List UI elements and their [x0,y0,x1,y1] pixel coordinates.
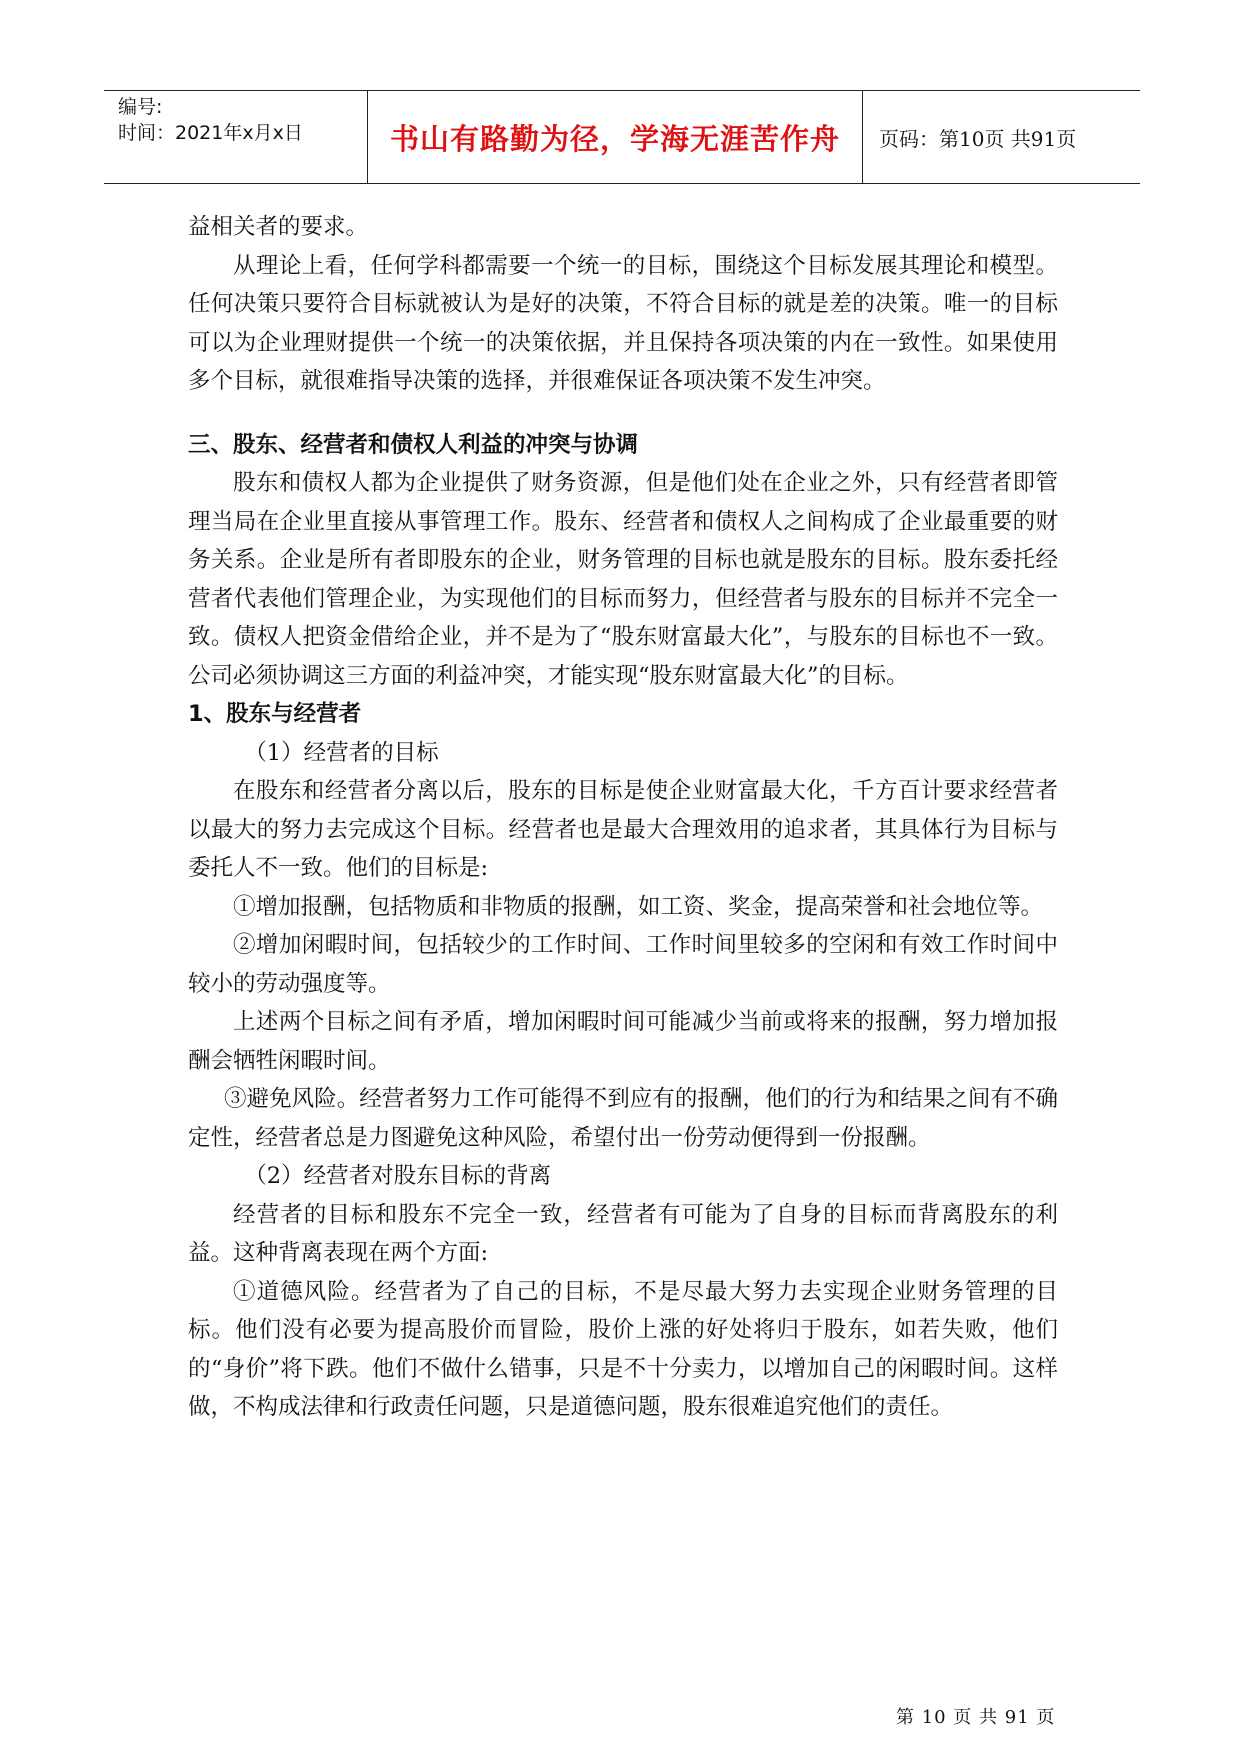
paragraph: ③避免风险。经营者努力工作可能得不到应有的报酬，他们的行为和结果之间有不确定性，经营者总是力图避免这种风险，希望付出一份劳动便得到一份报酬。 [188,1086,1058,1151]
header-motto: 书山有路勤为径，学海无涯苦作舟 [368,91,863,183]
paragraph: 益相关者的要求。 [188,214,369,240]
paragraph: 在股东和经营者分离以后，股东的目标是使企业财富最大化，千方百计要求经营者以最大的努力去完成这个目标。经营者也是最大合理效用的追求者，其具体行为目标与委托人不一致。他们的目标是: [188,778,1058,881]
paragraph: 从理论上看，任何学科都需要一个统一的目标，围绕这个目标发展其理论和模型。任何决策只要符合目标就被认为是好的决策，不符合目标的就是差的决策。唯一的目标可以为企业理财提供一个统一的决策依据，并且保持各项决策的内在一致性。如果使用多个目标，就很难指导决策的选择，并很难保证各项决策不发生冲突。 [188,252,1058,394]
paragraph: ①道德风险。经营者为了自己的目标，不是尽最大努力去实现企业财务管理的目标。他们没有必要为提高股价而冒险，股价上涨的好处将归于股东，如若失败，他们的“身价”将下跌。他们不做什么错事，只是不十分卖力，以增加自己的闲暇时间。这样做，不构成法律和行政责任问题，只是道德问题，股东很难追究他们的责任。 [188,1278,1058,1420]
time-label: 时间：2021年x月x日 [118,122,303,144]
paragraph: ②增加闲暇时间，包括较少的工作时间、工作时间里较多的空闲和有效工作时间中较小的劳动强度等。 [188,932,1058,997]
sub-subheading: （2）经营者对股东目标的背离 [244,1163,552,1189]
sub-subheading: （1）经营者的目标 [244,739,439,766]
page-header [104,90,1140,184]
subsection-heading: 1、股东与经营者 [188,701,362,727]
section-heading: 三、股东、经营者和债权人利益的冲突与协调 [188,431,639,458]
paragraph: ①增加报酬，包括物质和非物质的报酬，如工资、奖金，提高荣誉和社会地位等。 [233,893,1044,920]
header-meta-cell [104,91,368,183]
page-footer: 第 10 页 共 91 页 [896,1707,1056,1728]
spacer [188,401,1058,426]
paragraph: 上述两个目标之间有矛盾，增加闲暇时间可能减少当前或将来的报酬，努力增加报酬会牺牲闲暇时间。 [188,1009,1058,1074]
paragraph: 股东和债权人都为企业提供了财务资源，但是他们处在企业之外，只有经营者即管理当局在企业里直接从事管理工作。股东、经营者和债权人之间构成了企业最重要的财务关系。企业是所有者即股东的企业，财务管理的目标也就是股东的目标。股东委托经营者代表他们管理企业，为实现他们的目标而努力，但经营者与股东的目标并不完全一致。债权人把资金借给企业，并不是为了“股东财富最大化”，与股东的目标也不一致。公司必须协调这三方面的利益冲突，才能实现“股东财富最大化”的目标。 [188,470,1058,689]
paragraph: 经营者的目标和股东不完全一致，经营者有可能为了自身的目标而背离股东的利益。这种背离表现在两个方面: [188,1201,1058,1266]
serial-label: 编号: [118,96,163,118]
header-page-info: 页码：第10页 共91页 [879,126,1077,151]
document-body [188,208,1058,1427]
